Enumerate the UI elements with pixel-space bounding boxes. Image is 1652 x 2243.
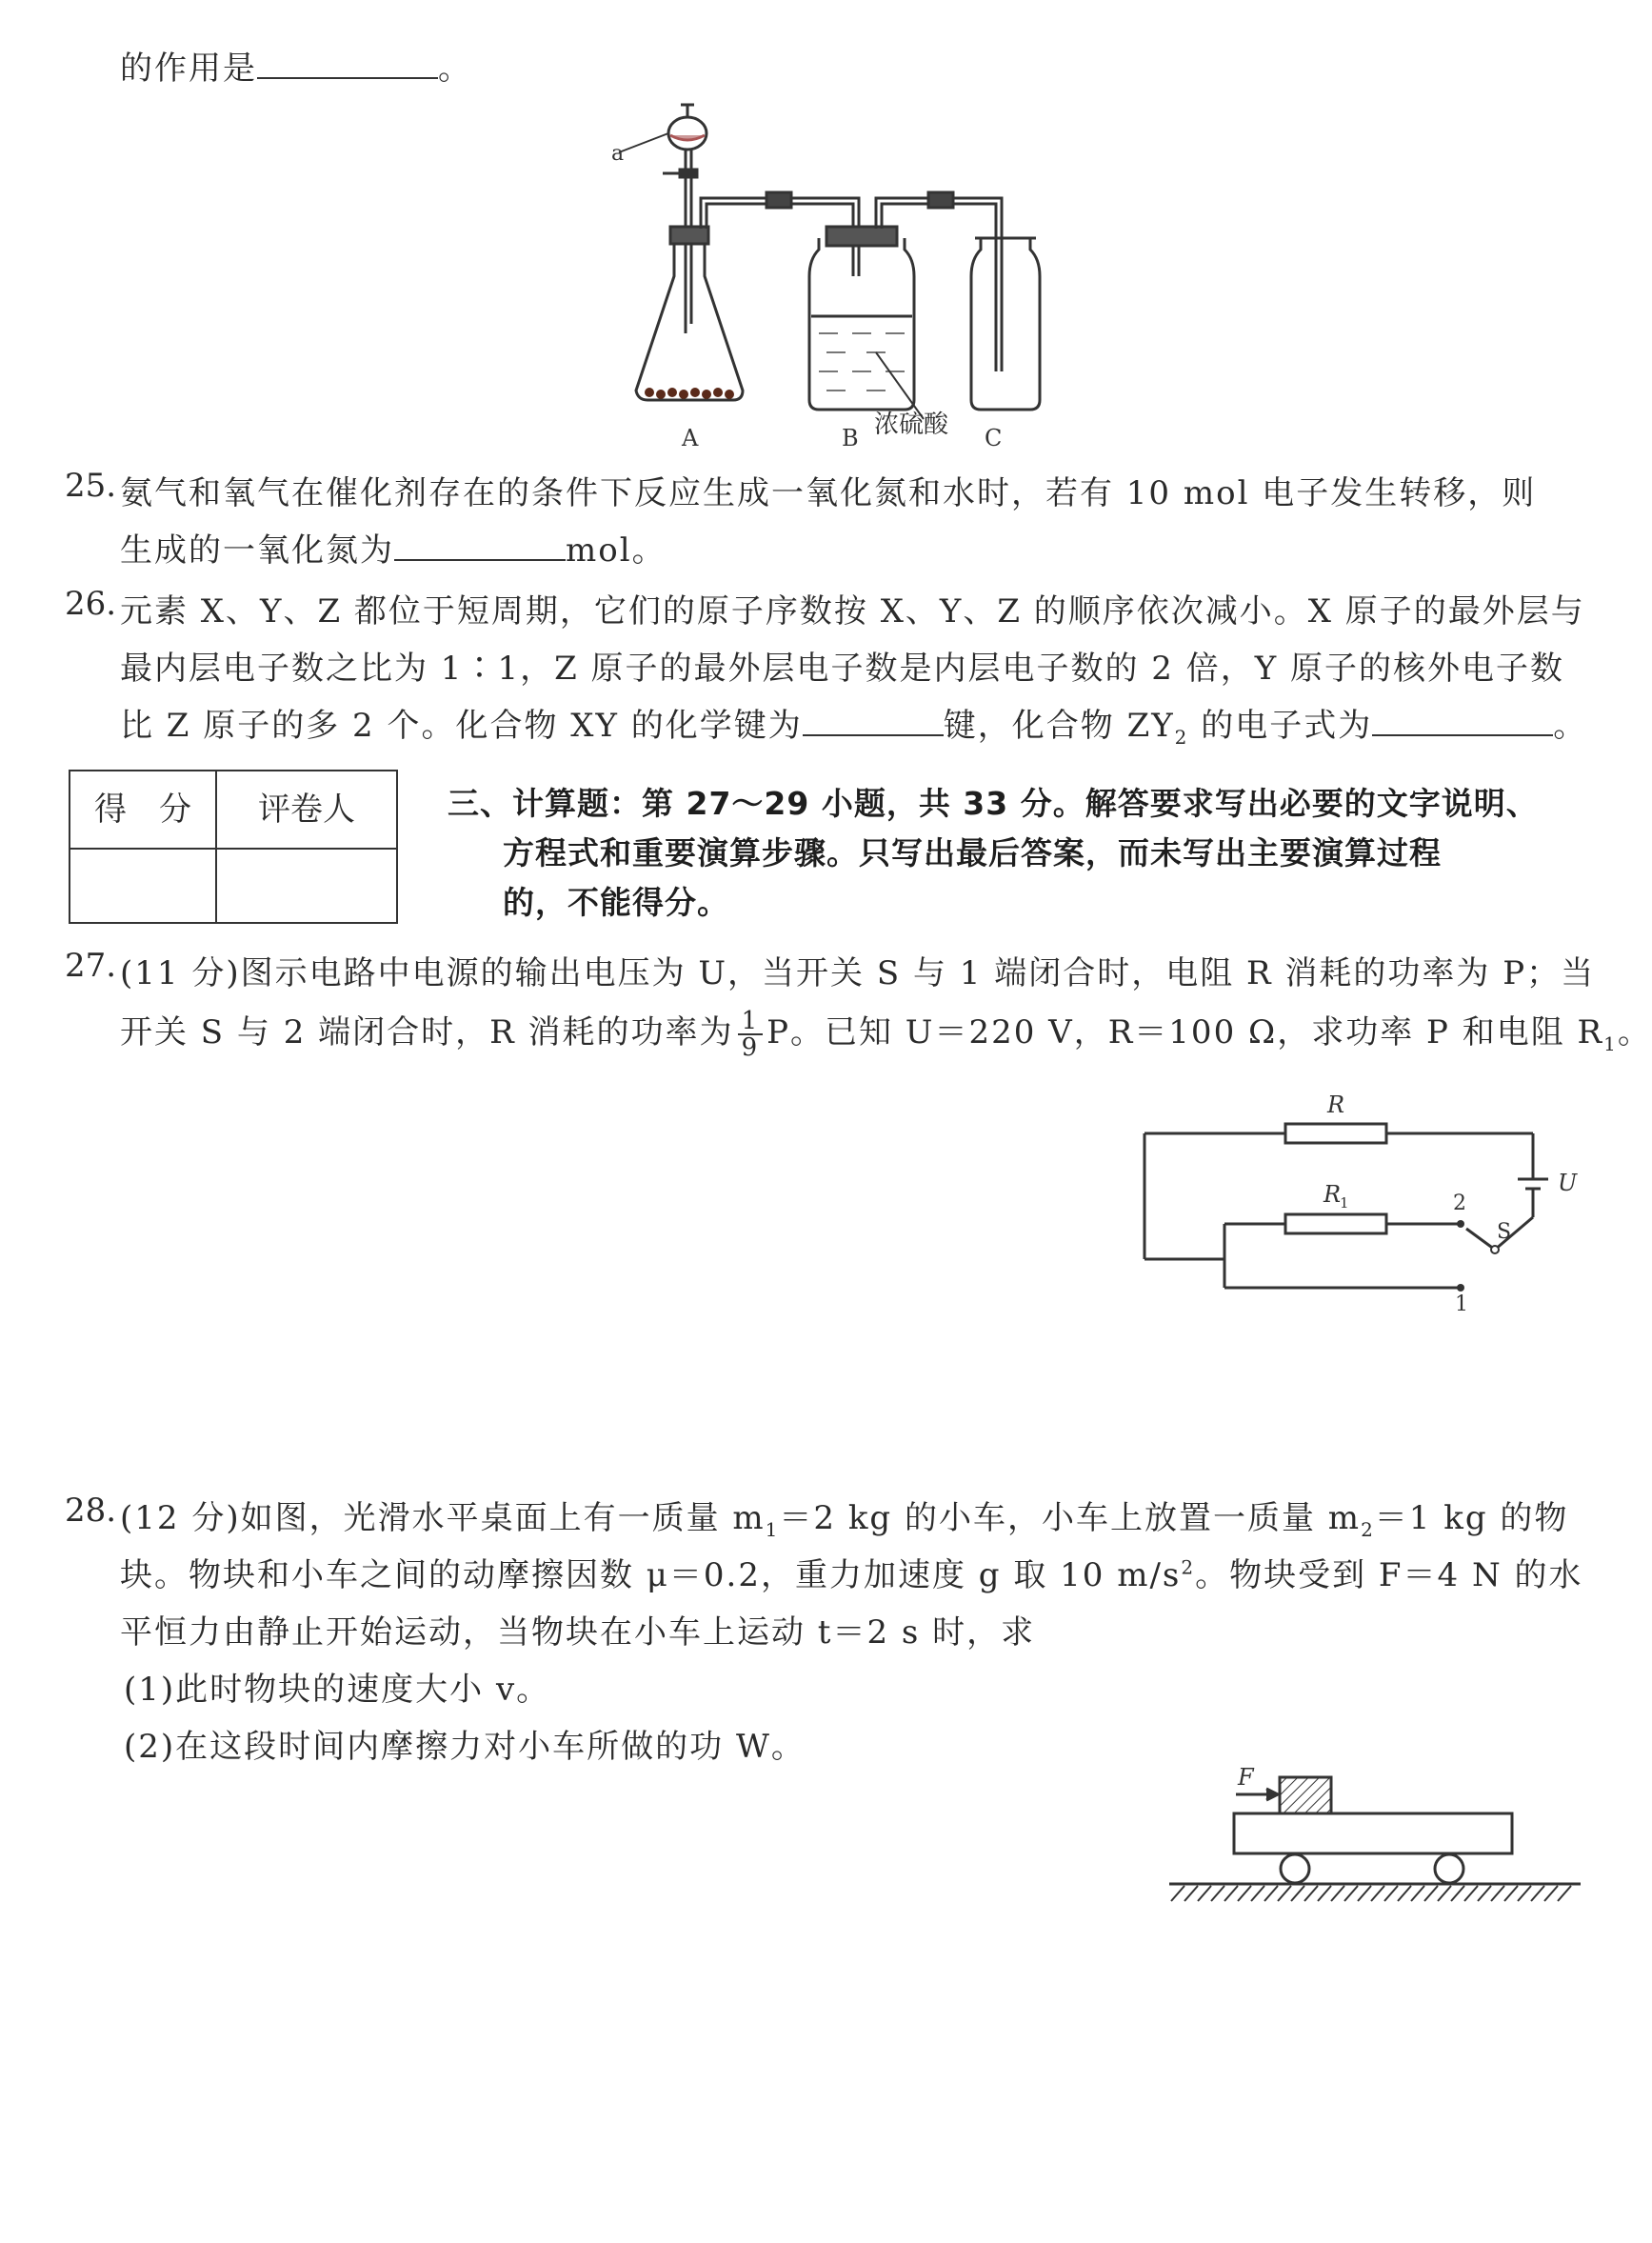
q26-bond-blank[interactable] [803,734,944,736]
switch-S-blade [1466,1229,1495,1250]
circuit-diagram [1133,1086,1590,1314]
cart-block-figure [1162,1762,1590,1914]
funnel-bulb [668,117,707,150]
q28-line1: (12 分)如图，光滑水平桌面上有一质量 $m_1=2$ kg 的小车，小车上放置一质量 $m_2=1$ kg 的物 [120,1499,1569,1541]
q26-line2: 最内层电子数之比为 1∶1，Z 原子的最外层电子数是内层电子数的 2 倍，Y 原子的核外电子数 [120,650,1565,688]
label-R1: R [1324,1181,1342,1208]
terminal-2 [1457,1220,1464,1228]
section3-line3: 的，不能得分。 [503,884,729,921]
q26-line3: 比 Z 原子的多 2 个。化合物 XY 的化学键为 键，化合物 $ZY_2$ 的电子式为 。 [120,707,1588,749]
q28-line2: 块。物块和小车之间的动摩擦因数 μ＝0.2，重力加速度 g 取 10 $m/s^2$。物块受到 F＝4 N 的水 [120,1555,1583,1594]
q27-line2: 开关 S 与 2 端闭合时，R 消耗的功率为 $\frac{1}{9}$ P。已知 U＝220 V，R＝100 Ω，求功率 P 和电阻 $R_1$。 [120,1007,1652,1062]
answer-blank[interactable] [257,77,438,79]
solid-particles [645,388,734,399]
liquid-hatch [819,333,905,391]
label-terminal-2: 2 [1453,1192,1466,1215]
label-acid: 浓硫酸 [874,411,949,439]
q25-answer-blank[interactable] [394,559,566,561]
label-terminal-1: 1 [1455,1292,1468,1316]
score-header: 得 分 [94,791,191,829]
resistor-R1 [1285,1214,1386,1233]
wheel-right [1435,1854,1463,1883]
q25-number: 25. [65,467,117,505]
q25-line2: 生成的一氧化氮为 mol。 [120,531,667,570]
wheel-left [1281,1854,1309,1883]
q28-part1: (1)此时物块的速度大小 v。 [124,1671,551,1709]
q25-line1: 氨气和氧气在催化剂存在的条件下反应生成一氧化氮和水时，若有 10 mol 电子发生转移，则 [120,474,1537,512]
gas-apparatus-diagram [590,86,1047,457]
q27-number: 27. [65,947,117,985]
q26-number: 26. [65,585,117,623]
label-a: a [611,142,625,166]
label-S: S [1497,1220,1512,1244]
grader-header: 评卷人 [258,791,355,829]
section3-line2: 方程式和重要演算步骤。只写出最后答案，而未写出主要演算过程 [503,834,1442,871]
label-U: U [1558,1170,1578,1196]
top-line: 的作用是 。 [120,50,472,88]
q28-part2: (2)在这段时间内摩擦力对小车所做的功 W。 [124,1728,806,1766]
label-A: A [682,425,699,451]
block-m2 [1280,1777,1331,1813]
label-R1-sub: 1 [1340,1194,1349,1212]
fraction-one-ninth: $\frac{1}{9}$ [738,1009,764,1060]
switch-pivot [1491,1246,1499,1253]
cart-m1 [1234,1813,1512,1853]
grader-cell[interactable] [217,850,396,922]
score-cell[interactable] [70,850,215,922]
label-F: F [1238,1764,1254,1791]
q26-line1: 元素 X、Y、Z 都位于短周期，它们的原子序数按 X、Y、Z 的顺序依次减小。X 原子的最外层与 [120,592,1585,631]
section3-line1: 三、计算题：第 27～29 小题，共 33 分。解答要求写出必要的文字说明、 [448,785,1539,822]
resistor-R [1285,1124,1386,1143]
label-B: B [842,425,859,451]
q27-line1: (11 分)图示电路中电源的输出电压为 U，当开关 S 与 1 端闭合时，电阻 R 消耗的功率为 P；当 [120,954,1596,992]
ground-hatching [1171,1886,1571,1901]
q28-number: 28. [65,1492,117,1530]
label-C: C [985,425,1003,451]
score-table [69,770,398,924]
terminal-1 [1457,1284,1464,1292]
q28-line3: 平恒力由静止开始运动，当物块在小车上运动 t＝2 s 时，求 [120,1613,1036,1652]
q26-formula-blank[interactable] [1372,734,1553,736]
label-R: R [1327,1091,1345,1118]
